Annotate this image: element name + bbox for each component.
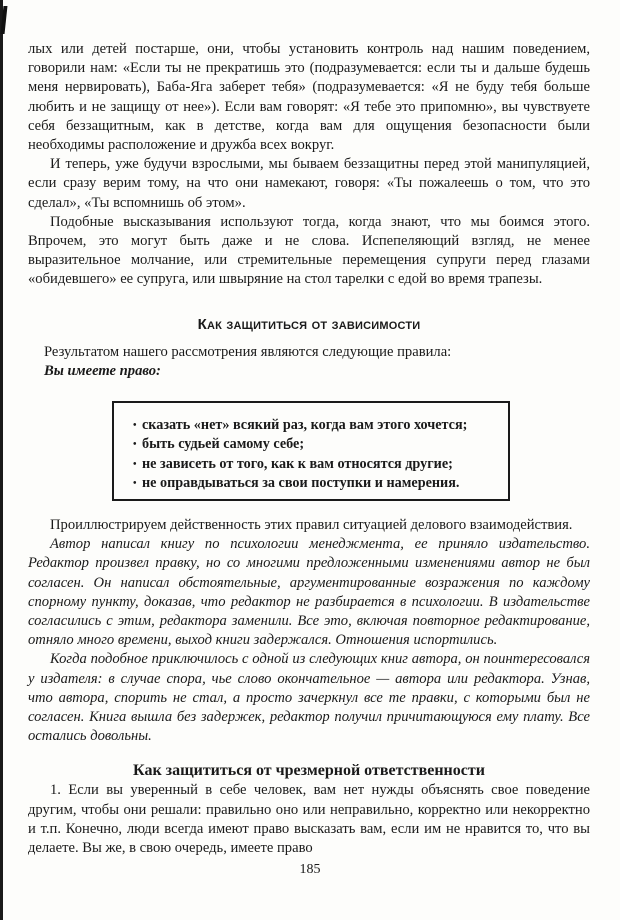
scan-edge-shadow	[0, 0, 3, 920]
after-box-content	[28, 516, 590, 858]
paragraph: Подобные высказывания используют тогда, когда знают, что мы боимся этого. Впрочем, это могут быть даже и не слова. Испепеляющий взгляд, не менее выразительное молчание, или стремительные перемещения супруги перед глазами «обидевшего» ее супруга, или швыряние на стол тарелки с едой во время трапезы.	[28, 213, 590, 288]
bullet-icon: •	[133, 458, 137, 470]
bullet-icon: •	[133, 420, 137, 431]
illustration-paragraph: Проиллюстрируем действенность этих правил ситуацией делового взаимодействия.	[50, 517, 573, 533]
page-number: 185	[299, 862, 321, 877]
rights-item: • сказать «нет» всякий раз, когда вам этого хочется;	[133, 416, 508, 435]
section-heading-responsibility: Как защититься от чрезмерной ответственности	[133, 762, 485, 780]
numbered-paragraph: 1. Если вы уверенный в себе человек, вам нет нужды объяснять свое поведение другим, чтобы они решали: правильно оно или неправильно, корректно или некорректно и т.п. Конечно, люди всегда имеют право высказать вам, если им не нравится то, что вы делаете. Вы же, в свою очередь, имеете право	[28, 782, 590, 857]
book-page	[28, 40, 590, 857]
rules-intro: Результатом нашего рассмотрения являются следующие правила:	[44, 343, 452, 360]
rights-box	[112, 401, 510, 501]
rights-label: Вы имеете право:	[44, 362, 161, 379]
bullet-icon: •	[133, 478, 137, 490]
rights-item: • не зависеть от того, как к вам относятся другие;	[133, 455, 508, 474]
rights-item: • быть судьей самому себе;	[133, 435, 508, 454]
example-paragraph: Автор написал книгу по психологии менеджмента, ее приняло издательство. Редактор произвел правку, но со многими предложенными изменениями автор не был согласен. Он написал обстоятельные, аргументированные возражения по каждому спорному пункту, доказав, что редактор не разбирается в психологии. В издательстве согласились с этим, редактора заменили. Все это, включая повторное редактирование, отняло много времени, выход книги задержался. Отношения испортились.	[28, 536, 590, 649]
rights-list	[114, 403, 508, 494]
paragraph: И теперь, уже будучи взрослыми, мы бываем беззащитны перед этой манипуляцией, если сразу верим тому, на что они намекают, говоря: «Ты пожалеешь о том, что это сделал», «Ты вспомнишь об этом».	[28, 156, 590, 211]
paragraph-continued: лых или детей постарше, они, чтобы установить контроль над нашим поведением, говорили нам: «Если ты не прекратишь это (подразумевается: если ты и дальше будешь меня нервировать), Баба-Яга заберет тебя» (подразумевается: «Я не буду тебя больше любить и не защищу от нее»). Если вам говорят: «Я тебе это припомню», вы чувствуете себя беззащитным, как в детстве, когда вам для ощущения безопасности были необходимы расположение и дружба всех вокруг.	[28, 41, 590, 154]
rights-item: • не оправдываться за свои поступки и намерения.	[133, 474, 508, 493]
section-heading-dependence: Как защититься от зависимости	[197, 315, 421, 333]
example-paragraph: Когда подобное приключилось с одной из следующих книг автора, он поинтересовался у издателя: в случае спора, чье слово окончательное — автора или редактора. Узнав, что автора, спорить не стал, а просто зачеркнул все те правки, с которыми был не согласен. Книга вышла без задержек, редактор получил причитающуюся ему плату. Все остались довольны.	[28, 651, 590, 745]
bullet-icon: •	[133, 439, 137, 451]
